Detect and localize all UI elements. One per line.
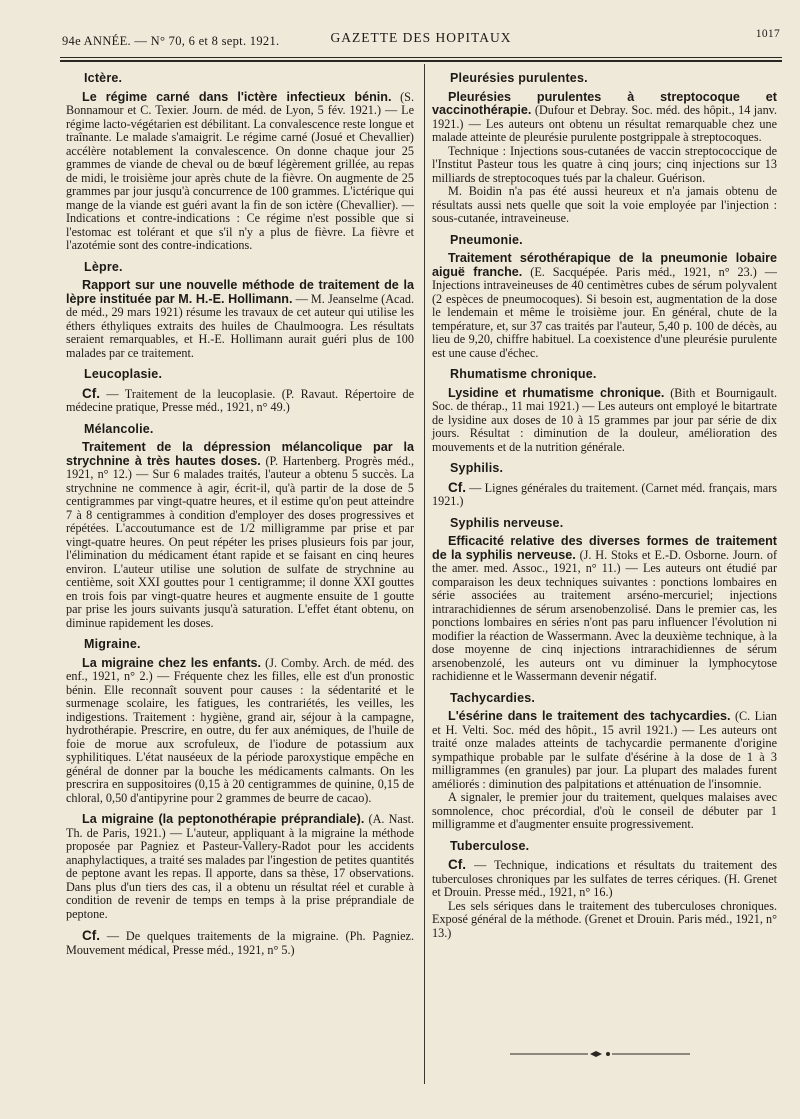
article-title: Cf. [82, 385, 100, 401]
article-text: (P. Hartenberg. Progrès méd., 1921, n° 12.) — Sur 6 malades traités, l'auteur a obtenu 5 succès. La strychnine ne commence à agir, écrit-il, qu'à partir de la dose de 5 centigrammes par vingt-quatre heures, et il estime qu'on peut atteindre 7 à 8 centigrammes à condition d'employer des doses progressives et répétées. L'accoutumance est de 1/2 milligramme par prise et par vingt-quatre heures. On peut répéter les prises plusieurs fois par jour, l'élimination du médicament étant rapide et se faisant en cinq heures environ. L'auteur utilise une solution de sulfate de strychnine au centième, soit XXI gouttes pour 1 centigramme; il donne XXI gouttes en trois fois par vingt-quatre heures et augmente ensuite de 1 goutte par prise les jours suivants jusqu'à saturation. L'effet étant obtenu, on diminue rapidement les doses. [66, 453, 415, 630]
article-title: Lysidine et rhumatisme chronique. [448, 385, 665, 400]
section-heading: Lèpre. [84, 259, 123, 274]
page-header [62, 28, 780, 50]
section-heading: Tuberculose. [450, 838, 530, 853]
section-heading: Pneumonie. [450, 232, 523, 247]
article [432, 858, 777, 940]
header-rule-thick [60, 60, 782, 62]
article-title: Efficacité relative des diverses formes de traitement de la syphilis nerveuse. [432, 534, 777, 562]
article-text: A signaler, le premier jour du traitement, quelques malaises avec somnolence, choc précordial, d'où le conseil de débuter par 1 milligramme et d'augmenter ensuite progressivement. [432, 790, 777, 831]
article-text: — Technique, indications et résultats du traitement des tuberculoses chroniques par les sulfates de terres cériques. (H. Grenet et Drouin. Presse méd., 1921, n° 16.) [432, 858, 778, 899]
article-text: (Bith et Bournigault. Soc. de thérap., 11 mai 1921.) — Les auteurs ont employé le bitartrate de lysidine aux doses de 10 à 15 grammes par jour par série de dix jours. Résultat : diminution de la douleur, amélioration des mouvements et de la nutrition générale. [432, 385, 777, 454]
article-paragraph [432, 387, 777, 455]
article-paragraph [66, 657, 414, 806]
article-title: La migraine (la peptonothérapie préprandiale). [82, 812, 365, 826]
section-heading: Pleurésies purulentes. [450, 71, 588, 85]
article-title: Rapport sur une nouvelle méthode de traitement de la lèpre instituée par M. H.-E. Hollimann. [66, 278, 414, 306]
article-paragraph [66, 91, 414, 253]
column-separator [424, 64, 425, 1084]
article-title: L'ésérine dans le traitement des tachycardies. [448, 709, 731, 723]
article-paragraph [432, 858, 777, 900]
issue-line: 94e ANNÉE. — N° 70, 6 et 8 sept. 1921. [62, 34, 280, 48]
article-title: Traitement sérothérapique de la pneumonie lobaire aiguë franche. [432, 251, 777, 279]
article-paragraph [66, 441, 414, 630]
article-paragraph [432, 900, 777, 941]
article-title: Pleurésies purulentes à streptocoque et vaccinothérapie. [432, 89, 777, 117]
article [432, 387, 777, 455]
article-paragraph [432, 791, 777, 832]
article-text: — De quelques traitements de la migraine. (Ph. Pagniez. Mouvement médical, Presse méd., 1921, n° 5.) [66, 929, 414, 957]
article-paragraph [432, 185, 777, 226]
header-rule-thin [60, 57, 782, 58]
article-paragraph [432, 481, 777, 509]
section-heading: Syphilis. [450, 461, 504, 475]
article-text: (Dufour et Debray. Soc. méd. des hôpit., 14 janv. 1921.) — Les auteurs ont obtenu un résultat remarquable chez une malade atteinte de pleurésie purulente postgrippale à streptocoques. [432, 103, 778, 144]
article [66, 813, 414, 921]
article [66, 279, 414, 360]
article-paragraph [66, 279, 414, 360]
article-text: Les sels sériques dans le traitement des tuberculoses chroniques. Exposé général de la méthode. (Grenet et Drouin. Paris méd., 1921, n° 13.) [432, 898, 777, 940]
article-text: (A. Nast. Th. de Paris, 1921.) — L'auteur, appliquant à la migraine la méthode proposée par Pagniez et Pasteur-Vallery-Radot pour les accidents anaphylactiques, a traité ses malades par l'ingestion de petites quantités de peptone avant les repas. Il apporte, dans sa thèse, 17 observations. Dans plus d'un tiers des cas, il a obtenu un résultat réel et curable à condition de revenir de temps en temps à la prise préprandiale de peptone. [66, 812, 415, 921]
article-text: (C. Lian et H. Velti. Soc. méd des hôpit., 15 avril 1921.) — Les auteurs ont traité onze malades atteints de tachycardie permanente d'origine sympathique probable par le sulfate d'ésérine à la dose de 1 à 3 milligrammes (en granules) par jour. La plupart des malades furent améliorés : diminution des palpitations et atténuation de l'insomnie. [432, 709, 778, 791]
right-column [432, 66, 777, 948]
section-heading: Leucoplasie. [84, 367, 163, 381]
article-paragraph [66, 929, 414, 957]
section-heading: Syphilis nerveuse. [450, 515, 564, 530]
article-text: (J. H. Stoks et E.-D. Osborne. Journ. of the amer. med. Assoc., 1921, n° 11.) — Les auteurs ont étudié par comparaison les deux techniques suivantes : ponctions lombaires en série associées au traitement arséno-mercuriel; injections intrarachidiennes de sérum arsenobenzolisé. Dans le premier cas, les ponctions lombaires en séries n'ont pas paru influencer l'évolution ni modifier la réaction de Wassermann. Avec la deuxième technique, à la dose moyenne de cinq injections intrarachidiennes de sérum arsenobenzolé, les auteurs ont vu diminuer la lymphocytose rachidienne et le Wassermann devenir négatif. [432, 547, 778, 683]
article-paragraph [432, 91, 777, 145]
article-text: (S. Bonnamour et C. Texier. Journ. de méd. de Lyon, 5 fév. 1921.) — Le régime lacto-végétarien est débilitant. La convalescence reste longue et traînante. Le malade s'amaigrit. Le régime carné (Josué et Chevallier) accélère notablement la convalescence. On donne chaque jour 25 grammes de viande de cheval ou de bœuf légèrement grillée, au repas de midi, le troisième jour après chute de la fièvre. On augmente de 25 grammes par jour jusqu'à concurrence de 100 grammes. L'ictérique qui mange de la viande est guéri avant la fin de son ictère (Chevallier). — Indications et contre-indications : Ce régime n'est possible que si l'estomac est tolérant et que s'il n'y a plus de fièvre. La fièvre et l'azotémie sont des contre-indications. [66, 89, 414, 252]
section-heading: Rhumatisme chronique. [450, 367, 597, 381]
article-paragraph [432, 145, 777, 186]
article-text: Technique : Injections sous-cutanées de vaccin streptococcique de l'Institut Pasteur tous les quatre à cinq jours; cinq injections sur 13 milliards de streptocoques tués par la chaleur. Guérison. [432, 143, 777, 185]
article-text: (E. Sacquépée. Paris méd., 1921, n° 23.) — Injections intraveineuses de 40 centimètres cubes de sérum polyvalent (2 espèces de pneumocoques). Si besoin est, augmentation de la dose le lendemain et même le troisième jour. En général, chute de la température, et, sur 37 cas traités par l'auteur, 5,40 p. 100 de décès, au lieu de 9,20, chiffre habituel. La coexistence d'une pleurésie purulente est une cause d'échec. [432, 264, 777, 360]
left-column [66, 66, 414, 965]
article-paragraph [432, 535, 777, 684]
end-ornament [510, 1050, 690, 1058]
article-title: Traitement de la dépression mélancolique par la strychnine à très hautes doses. [66, 440, 414, 468]
article [432, 535, 777, 684]
article-paragraph [432, 252, 777, 360]
page-number: 1017 [755, 28, 780, 40]
section-heading: Ictère. [84, 71, 123, 85]
article-paragraph [66, 387, 414, 415]
article-title: Cf. [448, 857, 466, 872]
article-text: (J. Comby. Arch. de méd. des enf., 1921, n° 2.) — Fréquente chez les filles, elle est d'un pronostic bénin. Elle reconnaît souvent pour causes : la sédentarité et le surmenage scolaire, les fatigues, les contrariétés, les veilles, les indigestions. Traitement : hygiène, grand air, séjour à la campagne, hydrothérapie. Prescrire, en outre, du fer aux anémiques, de l'huile de foie de morue aux scrofuleux, de l'iodure de potassium aux syphilitiques. L'état nauséeux de la période paroxystique empêche en général de donner par la bouche les médicaments calmants. On les prescrira en suppositoires (0,15 à 20 centigrammes de quinine, 0,15 de chloral, 0,50 d'antipyrine pour 2 grammes de beurre de cacao). [66, 655, 414, 805]
article-title: Cf. [448, 479, 466, 495]
section-heading: Mélancolie. [84, 421, 154, 436]
article-title: Le régime carné dans l'ictère infectieux bénin. [82, 89, 392, 104]
section-heading: Migraine. [84, 637, 141, 651]
article-title: La migraine chez les enfants. [82, 655, 262, 670]
article-text: — Lignes générales du traitement. (Carnet méd. français, mars 1921.) [432, 480, 777, 508]
article [66, 441, 414, 630]
article [66, 91, 414, 253]
article [432, 252, 777, 360]
article-paragraph [66, 813, 414, 921]
article [66, 387, 414, 415]
article-paragraph [432, 710, 777, 791]
article-text: M. Boidin n'a pas été aussi heureux et n'a jamais obtenu de résultats aussi nets quelle que soit la voie employée par l'injection : sous-cutanée, intraveineuse. [432, 184, 777, 225]
article-text: — Traitement de la leucoplasie. (P. Ravaut. Répertoire de médecine pratique, Presse méd., 1921, n° 49.) [66, 386, 414, 414]
article [66, 657, 414, 806]
article-text: — M. Jeanselme (Acad. de méd., 29 mars 1921) résume les travaux de cet auteur qui utilise les éthers éthyliques extraits des huiles de Chaulmoogra. Les résultats seraient remarquables, et H.-E. Hollimann aurait guéri plus de 100 malades par ce traitement. [66, 291, 414, 360]
section-heading: Tachycardies. [450, 690, 536, 705]
article [432, 710, 777, 832]
article [66, 929, 414, 957]
journal-title: GAZETTE DES HOPITAUX [330, 30, 512, 45]
article [432, 481, 777, 509]
article-title: Cf. [82, 928, 100, 943]
article [432, 91, 777, 226]
